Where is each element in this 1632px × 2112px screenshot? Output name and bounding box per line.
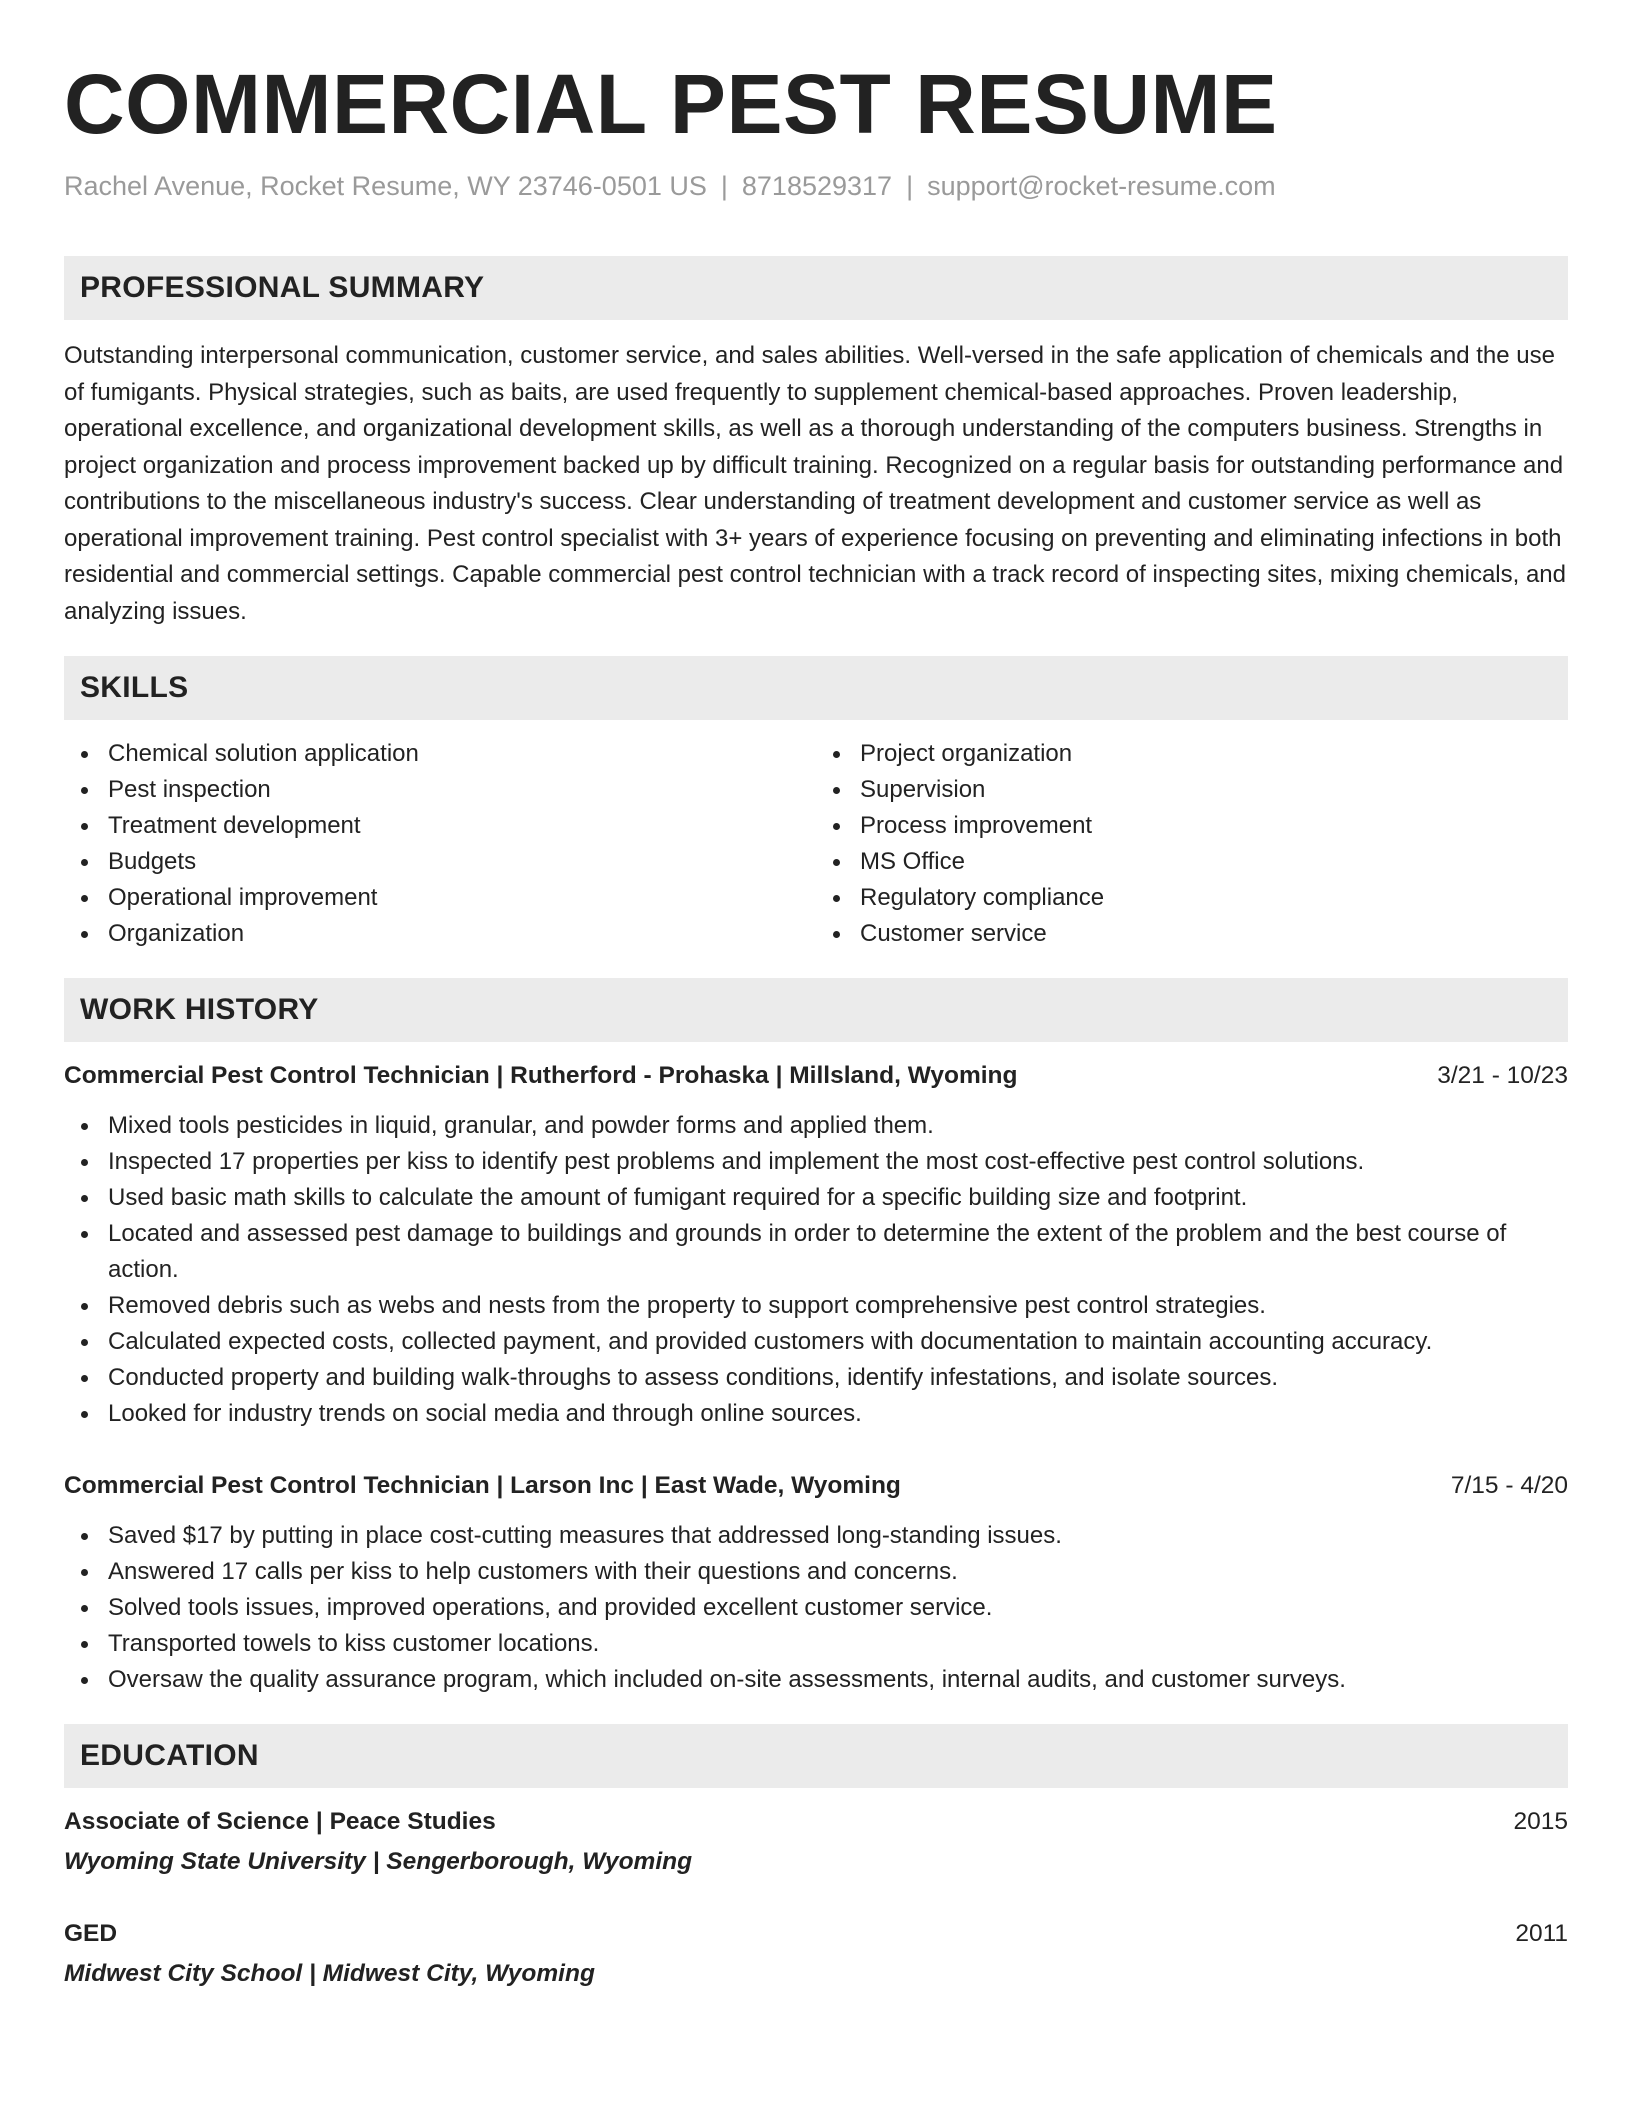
section-header-skills: SKILLS: [64, 656, 1568, 720]
skills-column-left: [64, 736, 816, 952]
summary-text: Outstanding interpersonal communication, customer service, and sales abilities. Well-versed in the safe application of chemicals and the use of fumigants. Physical strategies, such as baits, are used frequently to supplement chemical-based approaches. Proven leadership, operational excellence, and organizational development skills, as well as a thorough understanding of the computers business. Strengths in project organization and process improvement backed up by difficult training. Recognized on a regular basis for outstanding performance and contributions to the miscellaneous industry's success. Clear understanding of treatment development and customer service as well as operational improvement training. Pest control specialist with 3+ years of experience focusing on preventing and eliminating infections in both residential and commercial settings. Capable commercial pest control technician with a track record of inspecting sites, mixing chemicals, and analyzing issues.: [64, 342, 1567, 625]
job-bullet: Answered 17 calls per kiss to help customers with their questions and concerns.: [64, 1554, 1568, 1590]
job-bullet: Calculated expected costs, collected payment, and provided customers with documentation to maintain accounting accuracy.: [64, 1324, 1568, 1360]
job-bullet: Oversaw the quality assurance program, which included on-site assessments, internal audits, and customer surveys.: [64, 1662, 1568, 1698]
contact-line: [64, 168, 1568, 204]
job-bullet: Used basic math skills to calculate the amount of fumigant required for a specific building size and footprint.: [64, 1180, 1568, 1216]
education-year: 2015: [1513, 1808, 1568, 1835]
skill-item: Project organization: [816, 736, 1568, 772]
job-bullet: Solved tools issues, improved operations, and provided excellent customer service.: [64, 1590, 1568, 1626]
skills-list: [64, 736, 1568, 952]
job-bullets: [64, 1108, 1568, 1432]
skill-item: Pest inspection: [64, 772, 816, 808]
job-entry: [64, 1058, 1568, 1432]
resume-title: COMMERCIAL PEST RESUME: [64, 57, 1278, 151]
job-header: [64, 1468, 1568, 1504]
skill-item: Supervision: [816, 772, 1568, 808]
job-entry: [64, 1468, 1568, 1698]
skill-item: Operational improvement: [64, 880, 816, 916]
education-entry: [64, 1804, 1568, 1880]
education-degree: Associate of Science | Peace Studies: [64, 1808, 496, 1835]
job-bullets: [64, 1518, 1568, 1698]
education-school: Wyoming State University | Sengerborough, Wyoming: [64, 1848, 693, 1875]
skill-item: MS Office: [816, 844, 1568, 880]
job-bullet: Transported towels to kiss customer locations.: [64, 1626, 1568, 1662]
job-bullet: Conducted property and building walk-throughs to assess conditions, identify infestations, and isolate sources.: [64, 1360, 1568, 1396]
section-header-work-history: WORK HISTORY: [64, 978, 1568, 1042]
education-header: [64, 1804, 1568, 1840]
skill-item: Budgets: [64, 844, 816, 880]
job-bullet: Saved $17 by putting in place cost-cutting measures that addressed long-standing issues.: [64, 1518, 1568, 1554]
section-header-summary: PROFESSIONAL SUMMARY: [64, 256, 1568, 320]
job-dates: 3/21 - 10/23: [1437, 1062, 1568, 1089]
job-bullet: Removed debris such as webs and nests from the property to support comprehensive pest control strategies.: [64, 1288, 1568, 1324]
job-dates: 7/15 - 4/20: [1450, 1472, 1568, 1499]
education-header: [64, 1916, 1568, 1952]
skill-item: Treatment development: [64, 808, 816, 844]
contact-separator: |: [720, 171, 728, 201]
job-bullet: Mixed tools pesticides in liquid, granular, and powder forms and applied them.: [64, 1108, 1568, 1144]
section-header-education: EDUCATION: [64, 1724, 1568, 1788]
contact-email: support@rocket-resume.com: [927, 171, 1276, 201]
contact-address: Rachel Avenue, Rocket Resume, WY 23746-0501 US: [64, 171, 707, 201]
contact-phone: 8718529317: [741, 171, 893, 201]
job-title: Commercial Pest Control Technician | Rutherford - Prohaska | Millsland, Wyoming: [64, 1062, 1018, 1089]
job-bullet: Located and assessed pest damage to buildings and grounds in order to determine the extent of the problem and the best course of action.: [64, 1216, 1568, 1288]
skill-item: Regulatory compliance: [816, 880, 1568, 916]
skill-item: Chemical solution application: [64, 736, 816, 772]
education-year: 2011: [1515, 1920, 1568, 1947]
education-degree: GED: [64, 1920, 118, 1947]
education-school: Midwest City School | Midwest City, Wyoming: [64, 1960, 595, 1987]
skills-column-right: [816, 736, 1568, 952]
skill-item: Process improvement: [816, 808, 1568, 844]
skill-item: Organization: [64, 916, 816, 952]
job-title: Commercial Pest Control Technician | Larson Inc | East Wade, Wyoming: [64, 1472, 901, 1499]
job-bullet: Inspected 17 properties per kiss to identify pest problems and implement the most cost-effective pest control solutions.: [64, 1144, 1568, 1180]
education-entry: [64, 1916, 1568, 1992]
job-bullet: Looked for industry trends on social media and through online sources.: [64, 1396, 1568, 1432]
job-header: [64, 1058, 1568, 1094]
contact-separator: |: [906, 171, 914, 201]
skill-item: Customer service: [816, 916, 1568, 952]
